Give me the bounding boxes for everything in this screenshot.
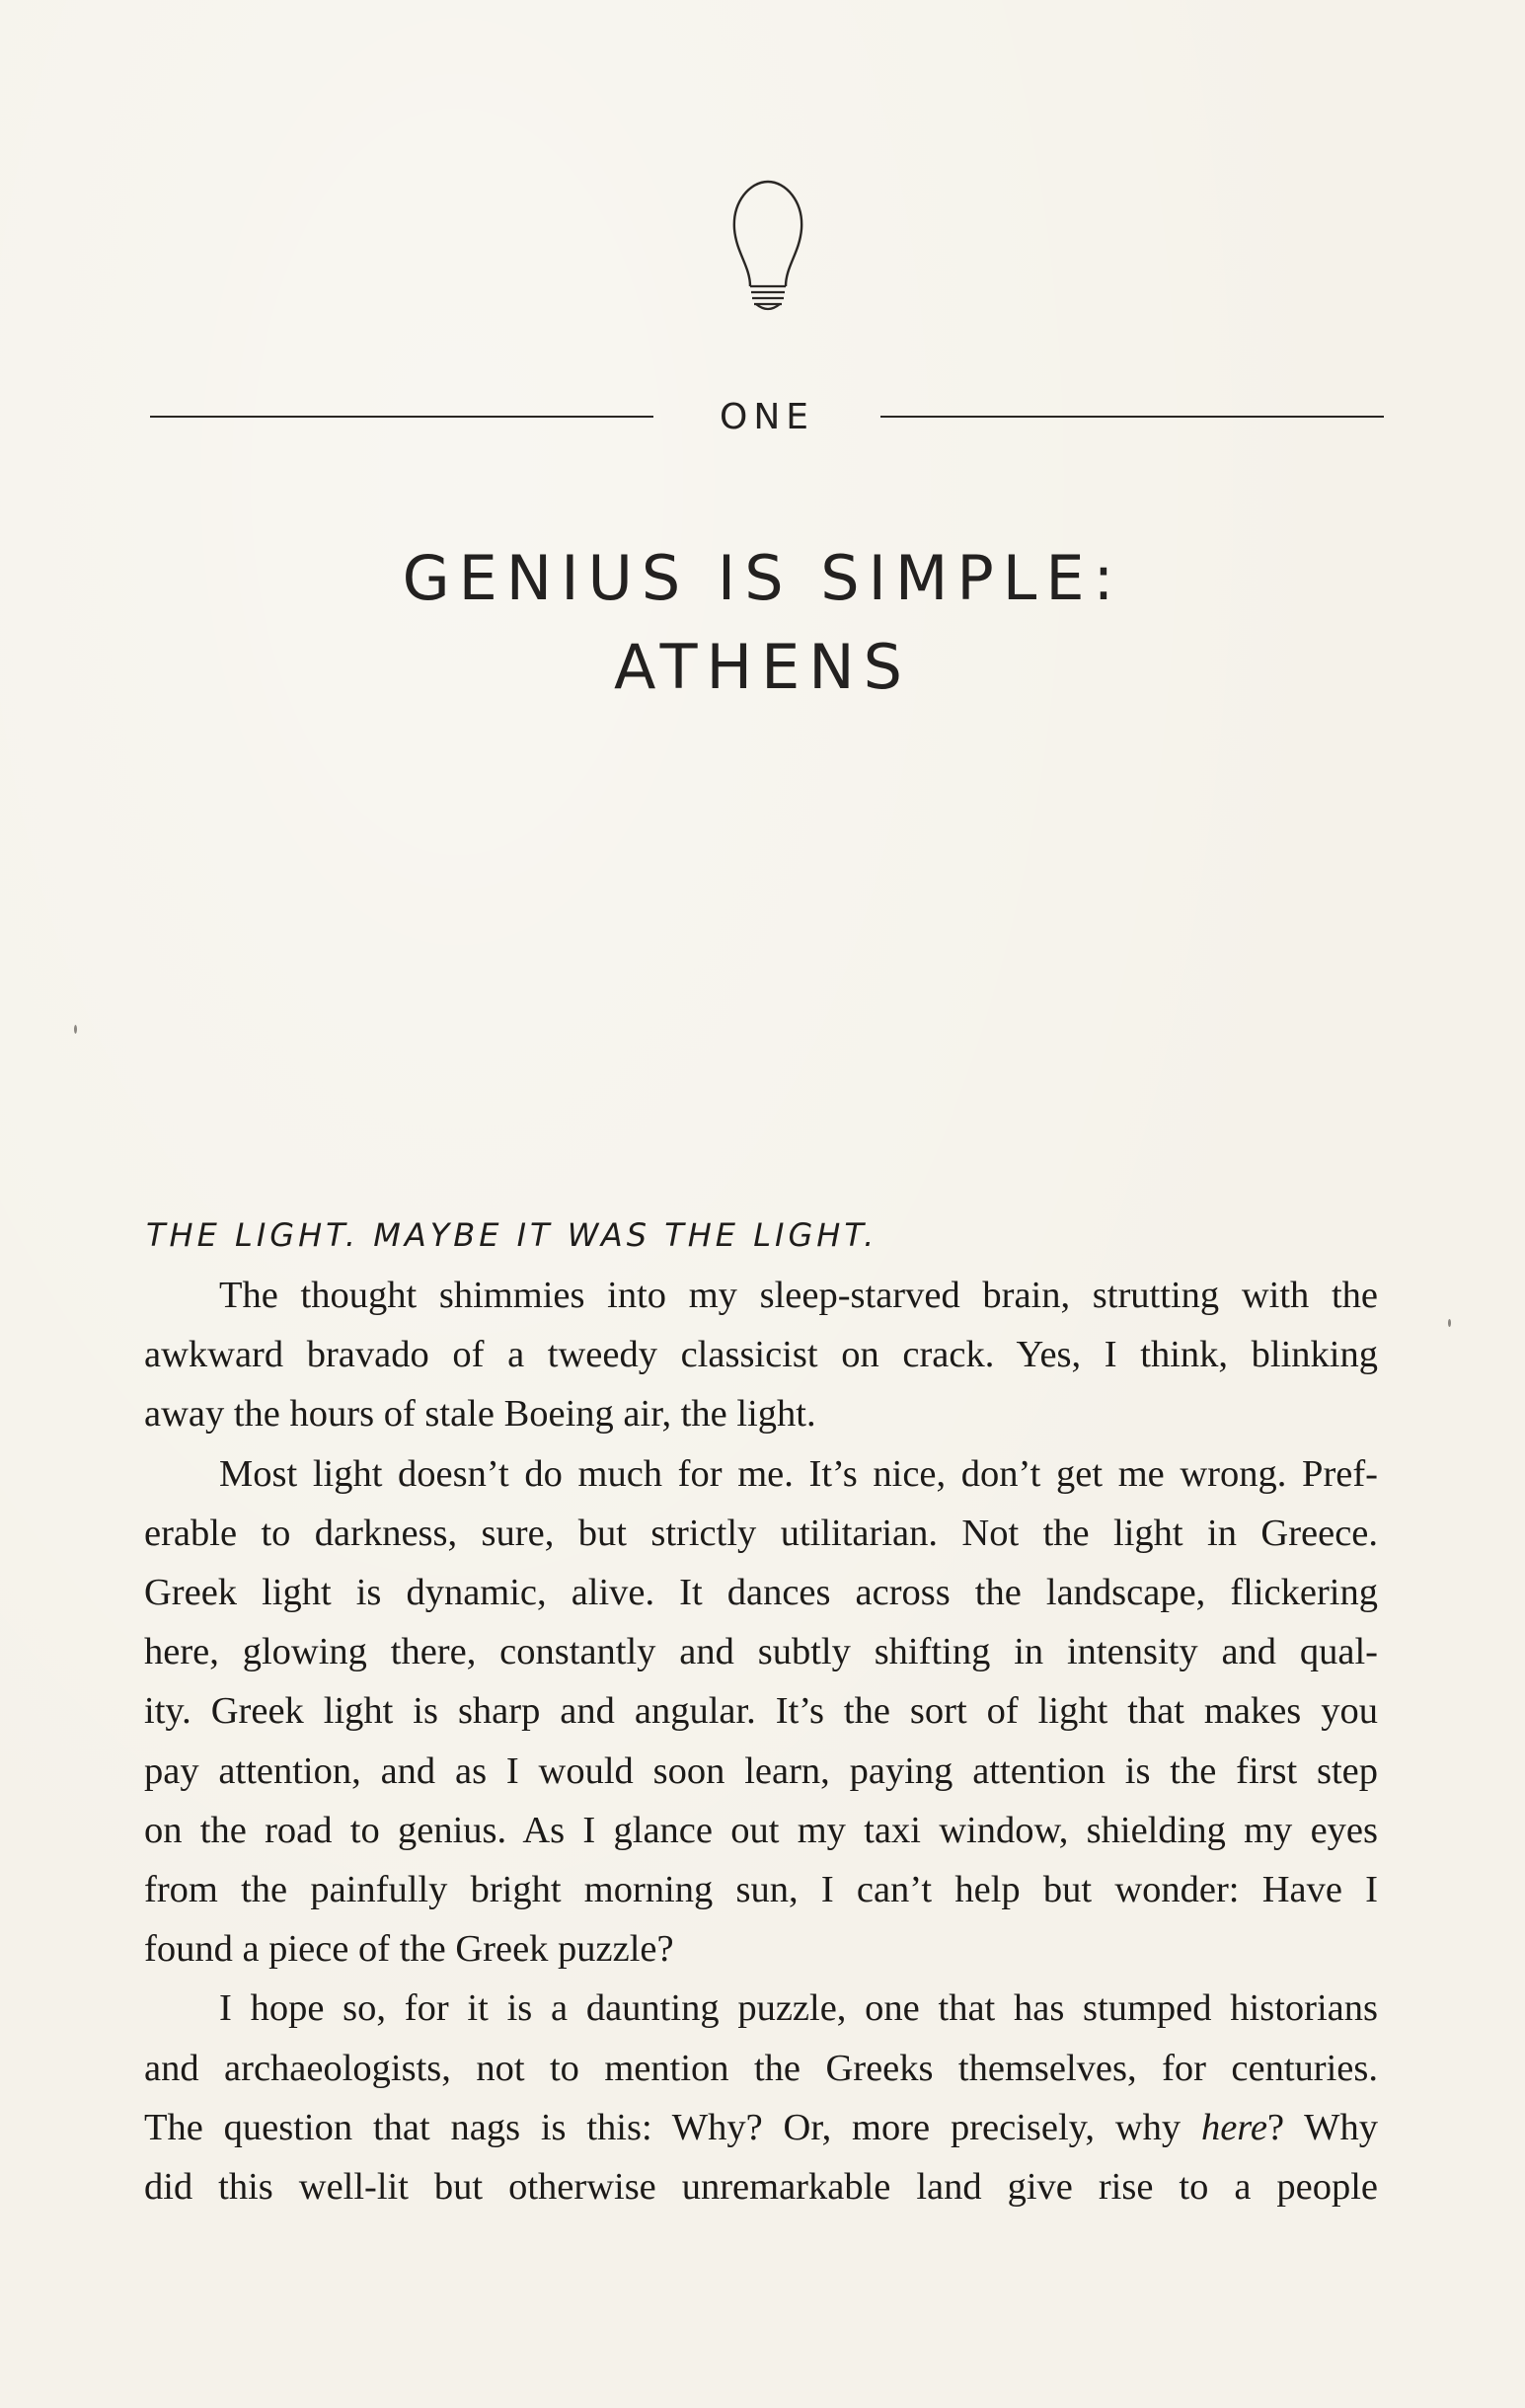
text-line: I hope so, for it is a daunting puzzle, one that has stumped historians [219,1987,1378,2030]
text-line: The thought shimmies into my sleep-starved brain, strutting with the [219,1275,1378,1316]
emphasis: here [1200,2106,1267,2148]
lightbulb-icon [728,176,807,314]
text-line: here, glowing there, constantly and subtly shifting in intensity and qual- [144,1631,1378,1673]
text-line: Most light doesn’t do much for me. It’s nice, don’t get me wrong. Pref- [219,1452,1378,1495]
text-line: erable to darkness, sure, but strictly utilitarian. Not the light in Greece. [144,1512,1378,1554]
text-line: pay attention, and as I would soon learn, paying attention is the first step [144,1749,1378,1792]
chapter-title-line-2: ATHENS [613,631,911,703]
text-line: The question that nags is this: Why? Or, more precisely, why here? Why [144,2106,1378,2148]
lead-in-text: THE LIGHT. MAYBE IT WAS THE LIGHT. [146,1216,878,1254]
text-line: from the painfully bright morning sun, I can’t help but wonder: Have I [144,1869,1378,1910]
text-line: awkward bravado of a tweedy classicist on crack. Yes, I think, blinking [144,1334,1378,1376]
divider-left [150,416,653,418]
page-speck [74,1025,77,1034]
page-speck [1448,1319,1451,1327]
chapter-title-line-1: GENIUS IS SIMPLE: [402,542,1123,614]
text-line: and archaeologists, not to mention the Greeks themselves, for centuries. [144,2047,1378,2089]
text-line: Greek light is dynamic, alive. It dances across the landscape, flickering [144,1572,1378,1613]
chapter-number: ONE [719,396,814,437]
text-line: on the road to genius. As I glance out my taxi window, shielding my eyes [144,1809,1378,1851]
chapter-heading [150,393,1384,440]
text-line: away the hours of stale Boeing air, the light. [144,1393,816,1436]
text-line: found a piece of the Greek puzzle? [144,1928,674,1971]
text-line: did this well-lit but otherwise unremarkable land give rise to a people [144,2166,1378,2208]
divider-right [880,416,1384,418]
text-line: ity. Greek light is sharp and angular. It’s the sort of light that makes you [144,1690,1378,1733]
